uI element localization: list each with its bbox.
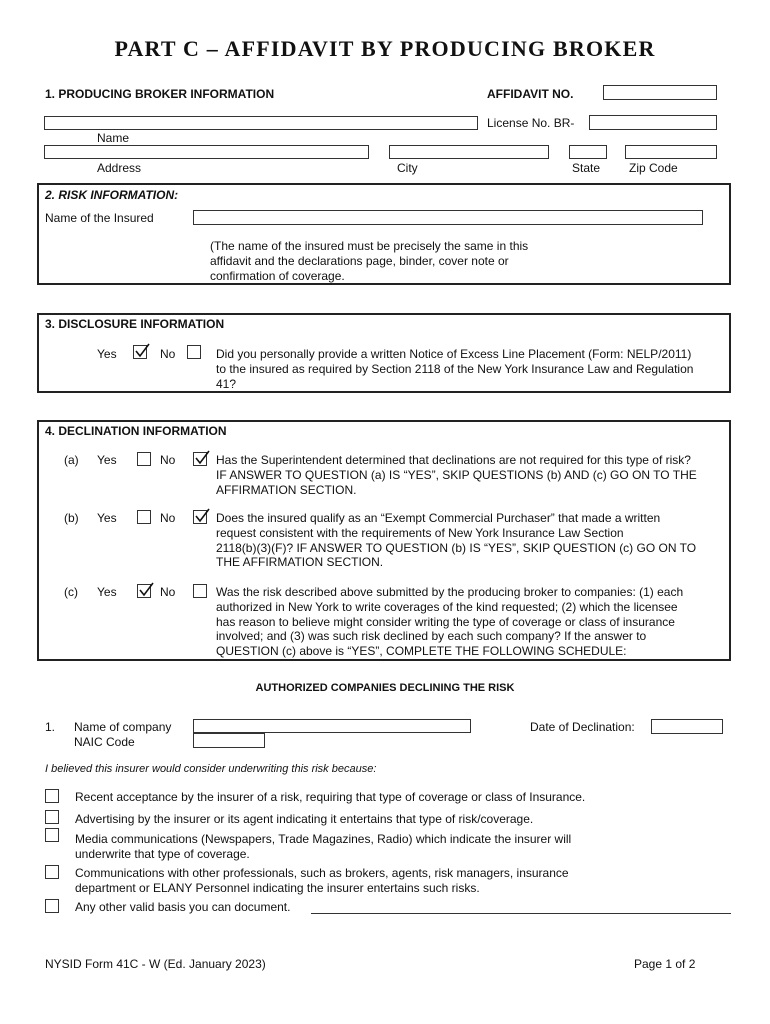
- question-b-yes-checkbox[interactable]: [137, 510, 151, 524]
- affidavit-no-field[interactable]: [603, 85, 717, 100]
- footer-form-id: NYSID Form 41C - W (Ed. January 2023): [45, 957, 266, 971]
- disclosure-question: Did you personally provide a written Notice of Excess Line Placement (Form: NELP/2011) to the insured as required by Section 2118 of the New York Insurance Law and Regulation 41?: [216, 347, 694, 391]
- footer-page-number: Page 1 of 2: [634, 957, 696, 971]
- address-label: Address: [97, 161, 142, 175]
- zip-field[interactable]: [625, 145, 717, 159]
- city-label: City: [397, 161, 418, 175]
- reason-other-checkbox[interactable]: [45, 899, 59, 913]
- address-field[interactable]: [44, 145, 369, 159]
- question-c-letter: (c): [64, 585, 78, 599]
- affidavit-label: AFFIDAVIT NO.: [487, 87, 574, 101]
- reason-other-line[interactable]: [311, 913, 731, 914]
- reason-media-label: Media communications (Newspapers, Trade Magazines, Radio) which indicate the insurer will underwrite that type of coverage.: [75, 832, 572, 861]
- zip-label: Zip Code: [629, 161, 678, 175]
- question-a-yes-label: Yes: [97, 453, 117, 467]
- disclosure-no-label: No: [160, 347, 176, 361]
- insured-name-field[interactable]: [193, 210, 703, 225]
- question-a-letter: (a): [64, 453, 79, 467]
- section2-heading: 2. RISK INFORMATION:: [45, 188, 179, 202]
- reason-advertising-label: Advertising by the insurer or its agent indicating it entertains that type of risk/coverage.: [75, 812, 534, 826]
- check-mark-icon: [193, 449, 211, 467]
- company-name-field[interactable]: [193, 719, 471, 733]
- question-c-text: Was the risk described above submitted by the producing broker to companies: (1) each authorized in New York to write coverages of the kind requested; (2) which the licensee has reason to believe might consider writing the type of coverage or class of insurance involved; and (3) was such risk declined by each such company? If the answer to QUESTION (c) above is “YES”, COMPLETE THE FOLLOWING SCHEDULE:: [216, 585, 684, 659]
- question-a-no-checkbox[interactable]: [193, 452, 207, 466]
- disclosure-yes-label: Yes: [97, 347, 117, 361]
- check-mark-icon: [137, 581, 155, 599]
- question-b-no-label: No: [160, 511, 176, 525]
- question-c-no-label: No: [160, 585, 176, 599]
- question-b-text: Does the insured qualify as an “Exempt Commercial Purchaser” that made a written request consistent with the requirements of New York Insurance Law Section 2118(b)(3)(F)? IF ANSWER TO QUESTION (b) IS “YES”, SKIP QUESTION (c) GO ON TO THE AFFIRMATION SECTION.: [216, 511, 697, 570]
- reason-advertising-checkbox[interactable]: [45, 810, 59, 824]
- section4-heading: 4. DECLINATION INFORMATION: [45, 424, 227, 438]
- license-label: License No. BR-: [487, 116, 575, 130]
- insured-note: (The name of the insured must be precisely the same in this affidavit and the declarations page, binder, cover note or confirmation of coverage.: [210, 239, 529, 283]
- question-c-no-checkbox[interactable]: [193, 584, 207, 598]
- question-b-no-checkbox[interactable]: [193, 510, 207, 524]
- question-a-no-label: No: [160, 453, 176, 467]
- question-b-letter: (b): [64, 511, 79, 525]
- question-a-yes-checkbox[interactable]: [137, 452, 151, 466]
- name-label: Name: [97, 131, 130, 145]
- naic-code-label: NAIC Code: [74, 735, 135, 749]
- question-c-yes-label: Yes: [97, 585, 117, 599]
- broker-name-field[interactable]: [44, 116, 478, 130]
- company-name-label: Name of company: [74, 720, 172, 734]
- check-mark-icon: [133, 342, 151, 360]
- state-label: State: [572, 161, 601, 175]
- reason-communications-checkbox[interactable]: [45, 865, 59, 879]
- section1-heading: 1. PRODUCING BROKER INFORMATION: [45, 87, 275, 101]
- section3-heading: 3. DISCLOSURE INFORMATION: [45, 317, 225, 331]
- declination-date-field[interactable]: [651, 719, 723, 734]
- reason-communications-label: Communications with other professionals, such as brokers, agents, risk managers, insurance department or ELANY Personnel indicating the insurer entertains such risks.: [75, 866, 569, 895]
- question-b-yes-label: Yes: [97, 511, 117, 525]
- check-mark-icon: [193, 507, 211, 525]
- believed-statement: I believed this insurer would consider underwriting this risk because:: [45, 763, 377, 775]
- declination-date-label: Date of Declination:: [530, 720, 635, 734]
- state-field[interactable]: [569, 145, 607, 159]
- question-a-text: Has the Superintendent determined that declinations are not required for this type of risk? IF ANSWER TO QUESTION (a) IS “YES”, SKIP QUESTIONS (b) AND (c) GO ON TO THE AFFIRMATION SECTION.: [216, 453, 697, 497]
- reason-other-label: Any other valid basis you can document.: [75, 900, 291, 914]
- question-c-yes-checkbox[interactable]: [137, 584, 151, 598]
- disclosure-yes-checkbox[interactable]: [133, 345, 147, 359]
- reason-media-checkbox[interactable]: [45, 828, 59, 842]
- disclosure-no-checkbox[interactable]: [187, 345, 201, 359]
- schedule-heading: AUTHORIZED COMPANIES DECLINING THE RISK: [255, 682, 515, 694]
- license-no-field[interactable]: [589, 115, 717, 130]
- reason-recent-acceptance-label: Recent acceptance by the insurer of a risk, requiring that type of coverage or class of Insurance.: [75, 790, 586, 804]
- naic-code-field[interactable]: [193, 733, 265, 748]
- city-field[interactable]: [389, 145, 549, 159]
- page-title: PART C – AFFIDAVIT BY PRODUCING BROKER: [114, 36, 656, 61]
- reason-recent-acceptance-checkbox[interactable]: [45, 789, 59, 803]
- schedule-number: 1.: [45, 720, 56, 734]
- insured-label: Name of the Insured: [45, 211, 154, 225]
